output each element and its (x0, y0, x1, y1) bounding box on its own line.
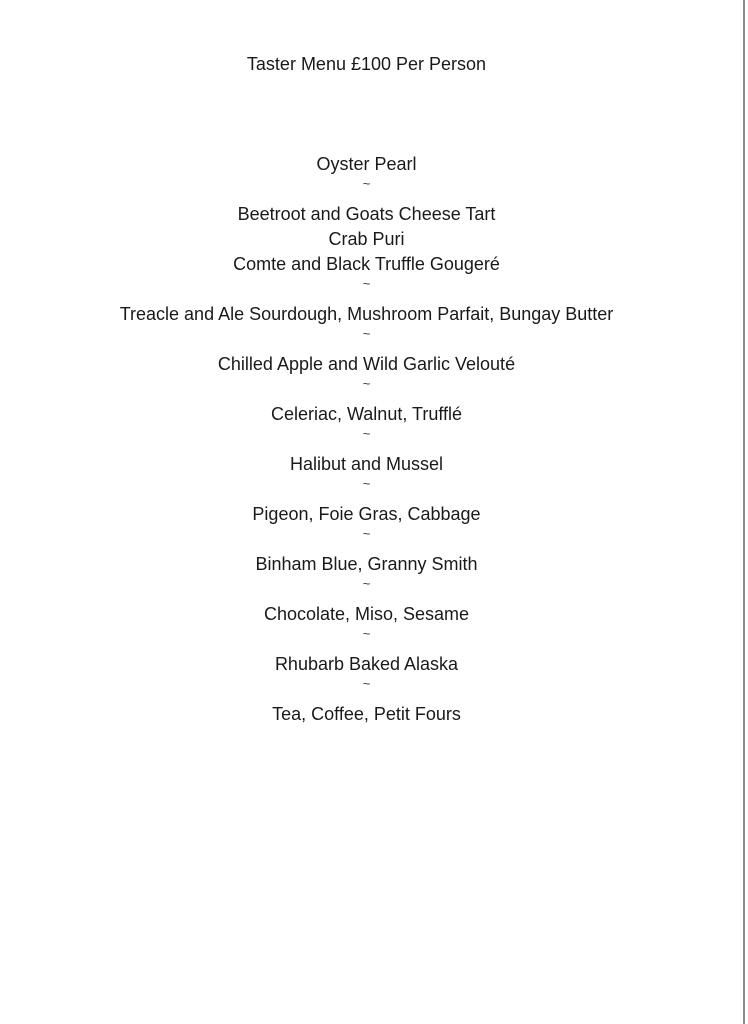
course-separator: ~ (362, 626, 371, 641)
menu-dish: Comte and Black Truffle Gougeré (233, 254, 500, 274)
menu-dish: Rhubarb Baked Alaska (274, 654, 459, 674)
menu-dish: Binham Blue, Granny Smith (255, 554, 478, 574)
menu-dish: Chocolate, Miso, Sesame (263, 604, 470, 624)
menu-dish: Celeriac, Walnut, Trufflé (270, 404, 463, 424)
course-separator: ~ (362, 676, 371, 691)
menu-dish: Crab Puri (328, 229, 405, 249)
course-separator: ~ (362, 576, 371, 591)
menu-course-list (0, 152, 733, 727)
course-separator: ~ (362, 276, 371, 291)
course-separator: ~ (362, 326, 371, 341)
menu-title: Taster Menu £100 Per Person (246, 54, 487, 74)
menu-dish: Oyster Pearl (316, 154, 417, 174)
course-separator: ~ (362, 476, 371, 491)
menu-dish: Halibut and Mussel (289, 454, 444, 474)
menu-dish: Pigeon, Foie Gras, Cabbage (252, 504, 481, 524)
course-separator: ~ (362, 526, 371, 541)
course-separator: ~ (362, 176, 371, 191)
menu-dish: Chilled Apple and Wild Garlic Velouté (217, 354, 516, 374)
menu-dish: Beetroot and Goats Cheese Tart (237, 204, 496, 224)
course-separator: ~ (362, 376, 371, 391)
course-separator: ~ (362, 426, 371, 441)
menu-dish: Treacle and Ale Sourdough, Mushroom Parfait, Bungay Butter (119, 304, 614, 324)
menu-dish: Tea, Coffee, Petit Fours (272, 704, 461, 724)
